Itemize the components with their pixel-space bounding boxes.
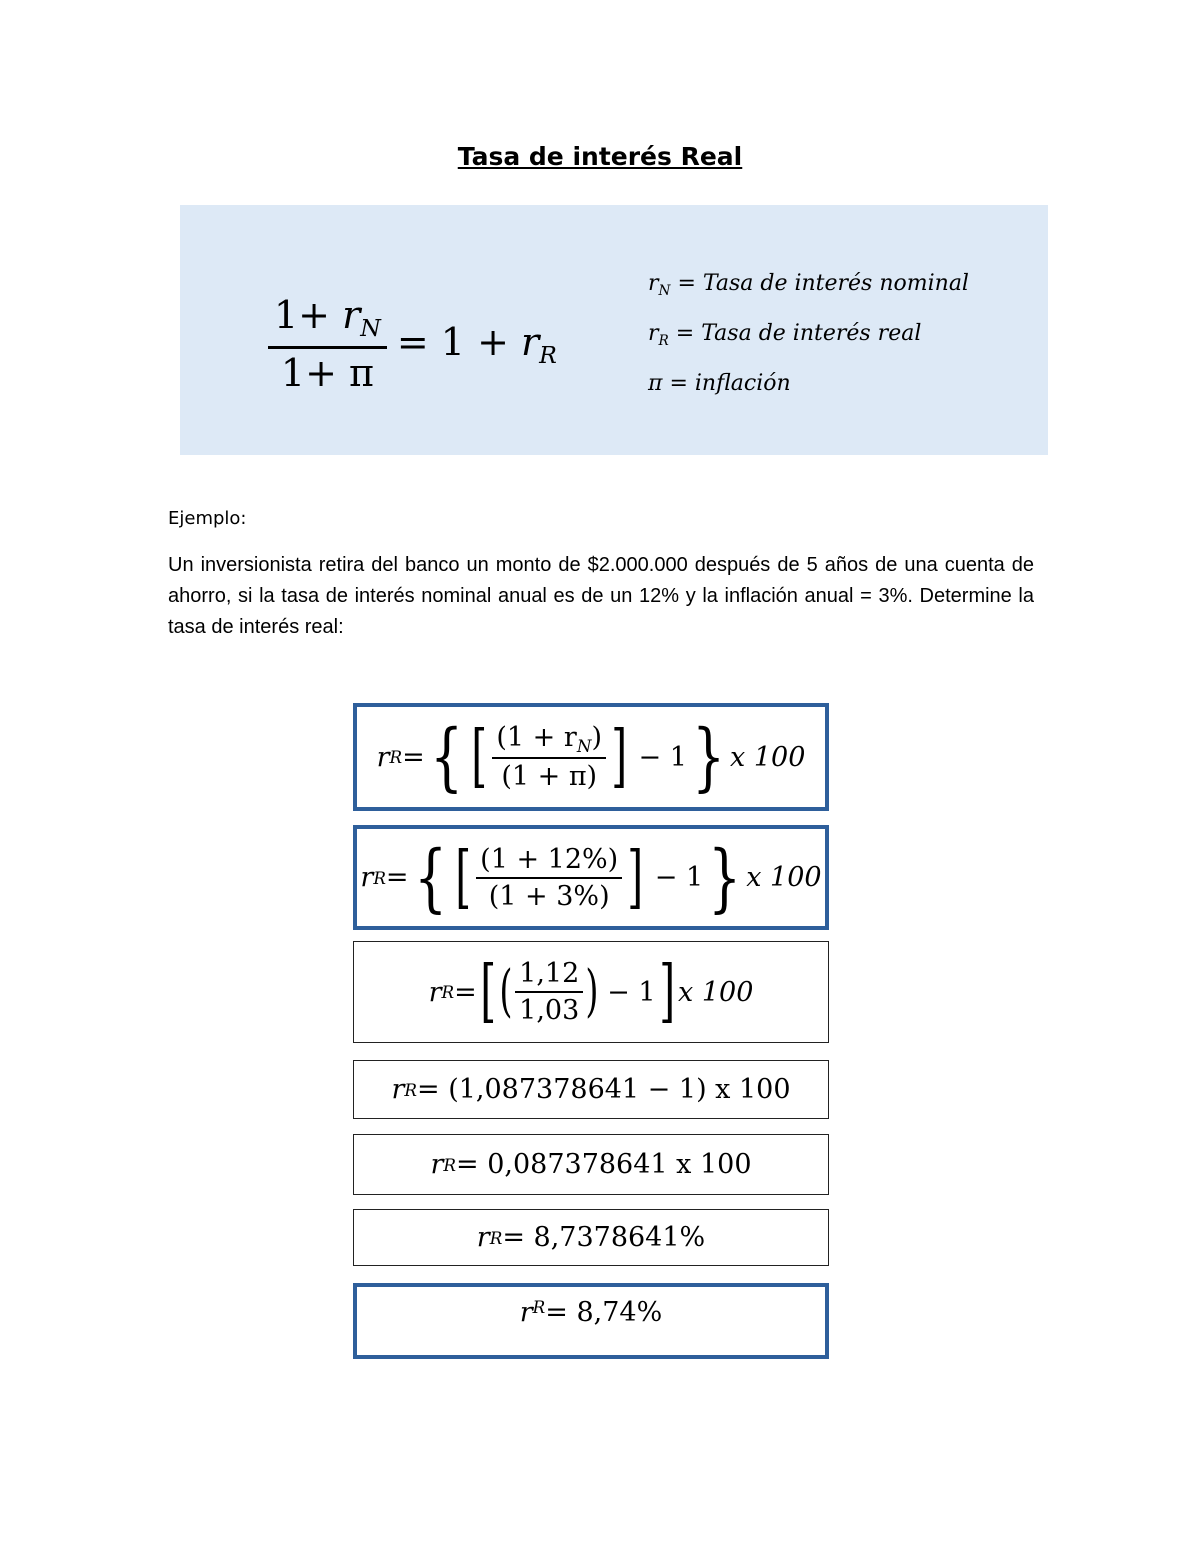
formula-denominator: 1+ π: [280, 351, 374, 396]
legend-item-inflation: π = inflación: [648, 371, 791, 396]
example-label: Ejemplo:: [168, 508, 247, 529]
formula-panel: [180, 205, 1048, 455]
step-percentage: r R = 8,7378641%: [353, 1209, 829, 1266]
formula-fraction: [268, 293, 387, 395]
step3-fraction: 1,12 1,03: [515, 958, 583, 1026]
step-final-answer: r R = 8,74%: [353, 1283, 829, 1359]
legend-item-real: $r_R$ = Tasa de interés real: [648, 321, 922, 349]
page-title: Tasa de interés Real: [457, 142, 743, 171]
step-decimal: r R = [ ( 1,12 1,03 ) − 1 ] x 100: [353, 941, 829, 1043]
step1-fraction: $(1 + r_N)$ (1 + π): [492, 722, 606, 793]
legend-item-nominal: $r_N$ = Tasa de interés nominal: [648, 271, 969, 299]
formula-numerator: $1+ r_N$: [268, 293, 387, 349]
step-subtraction-result: r R = 0,087378641 x 100: [353, 1134, 829, 1195]
step-substitution: r R = { [ (1 + 12%) (1 + 3%) ] − 1 } x 100: [353, 825, 829, 930]
step-general-formula: r R = { [ $(1 + r_N)$ (1 + π) ] − 1 } x 100: [353, 703, 829, 811]
problem-statement: Un inversionista retira del banco un monto de $2.000.000 después de 5 años de una cuenta de ahorro, si la tasa de interés nominal anual es de un 12% y la inflación anual = 3%. Determine la tasa de interés real:: [168, 554, 1034, 638]
step-division-result: r R = (1,087378641 − 1) x 100: [353, 1060, 829, 1119]
formula-legend: [648, 271, 969, 421]
formula-rhs: = $1 + r_R$: [396, 319, 557, 369]
step2-fraction: (1 + 12%) (1 + 3%): [476, 844, 622, 912]
real-interest-formula: [268, 293, 557, 395]
